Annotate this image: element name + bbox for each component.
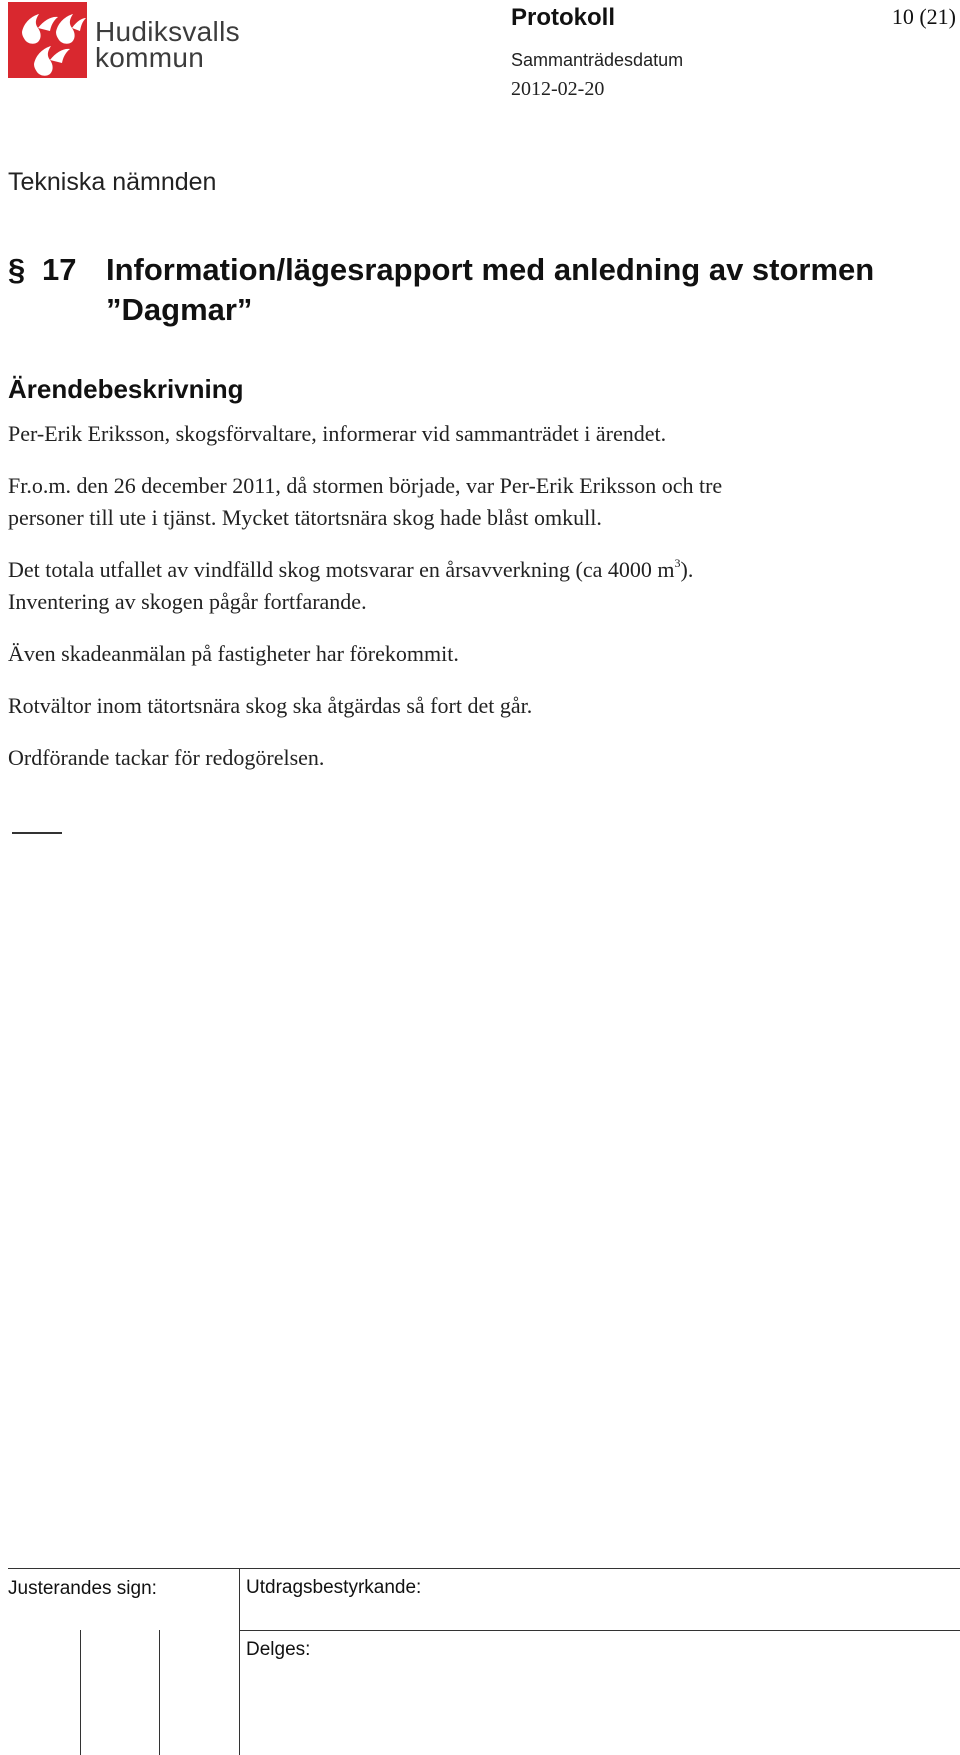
logo-wordmark: [95, 16, 240, 73]
footer-column-divider: [239, 1568, 240, 1755]
section-symbol: §: [8, 252, 26, 287]
hudiksvalls-kommun-logo: [8, 2, 248, 78]
committee-name: Tekniska nämnden: [8, 168, 217, 196]
logo-line-2: kommun: [95, 42, 205, 73]
paragraph-2-line-2: personer till ute i tjänst. Mycket tätortsnära skog hade blåst omkull.: [8, 505, 602, 530]
body-text: [8, 418, 953, 774]
case-description-heading: Ärendebeskrivning: [8, 374, 244, 404]
page-number: 10 (21): [891, 4, 956, 29]
distributed-to-label: Delges:: [246, 1639, 311, 1660]
paragraph-1: Per-Erik Eriksson, skogsförvaltare, informerar vid sammanträdet i ärendet.: [8, 421, 667, 446]
paragraph-3-line-1-end: ).: [680, 557, 694, 582]
meeting-date-label: Sammanträdesdatum: [511, 50, 684, 70]
section-number: 17: [42, 252, 77, 287]
section-title-line-2: ”Dagmar”: [106, 292, 253, 327]
document-type: Protokoll: [511, 4, 616, 31]
section-title-line-1: Information/lägesrapport med anledning av stormen: [106, 252, 875, 287]
paragraph-3-line-2: Inventering av skogen pågår fortfarande.: [8, 589, 367, 614]
end-of-section-rule: [12, 832, 62, 834]
paragraph-3: [8, 554, 953, 618]
adjusters-signature-label: Justerandes sign:: [8, 1578, 157, 1599]
paragraph-3-line-1: Det totala utfallet av vindfälld skog motsvarar en årsavverkning (ca 4000 m: [8, 557, 675, 582]
meeting-date-value: 2012-02-20: [511, 78, 605, 100]
superscript-3: 3: [674, 556, 681, 570]
section-heading: [8, 250, 953, 330]
extract-certification-label: Utdragsbestyrkande:: [246, 1577, 422, 1598]
hudiksvall-goats-logo-icon: [8, 2, 87, 78]
footer-divider: [8, 1568, 960, 1569]
logo-line-1: Hudiksvalls: [95, 16, 240, 47]
footer-row-divider: [239, 1630, 960, 1631]
paragraph-2-line-1: Fr.o.m. den 26 december 2011, då stormen började, var Per-Erik Eriksson och tre: [8, 473, 723, 498]
paragraph-6: Ordförande tackar för redogörelsen.: [8, 745, 325, 770]
paragraph-2: [8, 470, 953, 534]
paragraph-5: Rotvältor inom tätortsnära skog ska åtgärdas så fort det går.: [8, 693, 533, 718]
signature-box-divider-1: [80, 1630, 81, 1755]
paragraph-4: Även skadeanmälan på fastigheter har förekommit.: [8, 641, 459, 666]
signature-box-divider-2: [159, 1630, 160, 1755]
